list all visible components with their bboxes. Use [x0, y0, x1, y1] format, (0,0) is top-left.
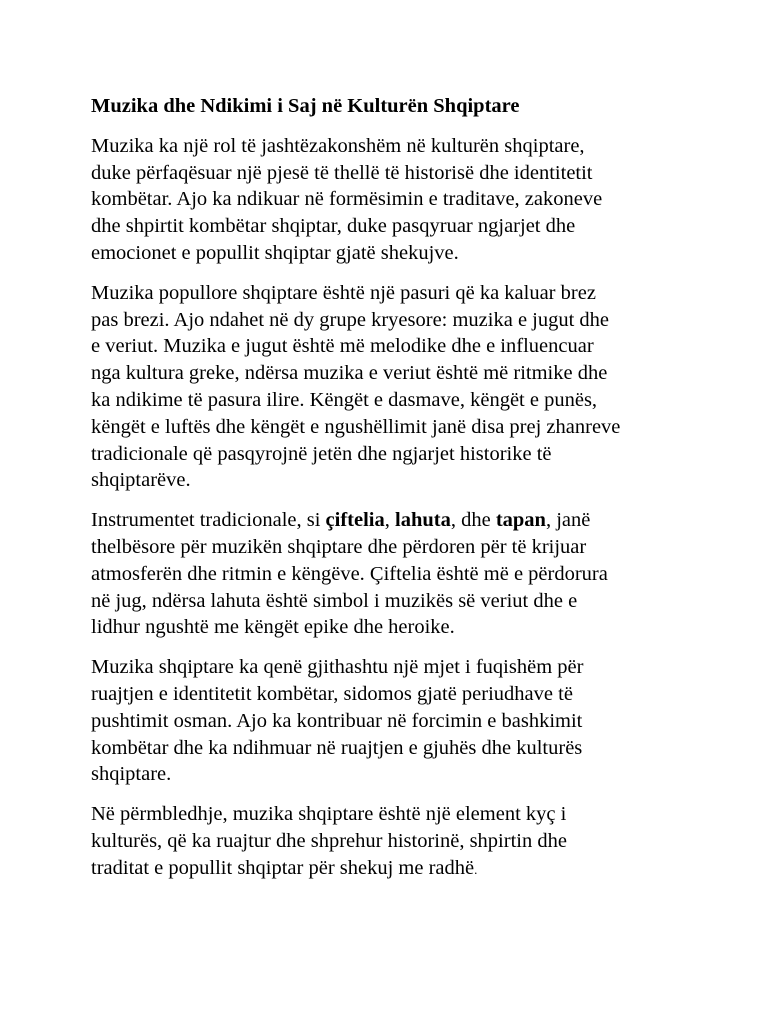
text-line: dhe shpirtit kombëtar shqiptar, duke pasqyruar ngjarjet dhe	[91, 215, 576, 238]
paragraph-2	[91, 280, 691, 494]
text-line: shqiptare.	[91, 763, 172, 786]
text-line: Në përmbledhje, muzika shqiptare është një element kyç i	[91, 803, 567, 826]
text-line	[91, 507, 691, 534]
text-line: duke përfaqësuar një pjesë të thellë të historisë dhe identitetit	[91, 161, 593, 184]
text-line: shqiptarëve.	[91, 469, 191, 492]
text-run: ,	[384, 509, 395, 532]
text-run: traditat e popullit shqiptar për shekuj me radhë	[91, 856, 475, 879]
text-line: emocionet e popullit shqiptar gjatë shekujve.	[91, 241, 459, 264]
bold-term-ciftelia: çiftelia	[325, 509, 385, 532]
paragraph-4	[91, 654, 691, 788]
text-line: nga kultura greke, ndërsa muzika e veriut është më ritmike dhe	[91, 362, 608, 385]
document-body	[91, 93, 691, 897]
paragraph-5	[91, 801, 691, 883]
text-run: Instrumentet tradicionale, si	[91, 509, 326, 532]
document-title: Muzika dhe Ndikimi i Saj në Kulturën Shqiptare	[91, 95, 520, 117]
text-line: lidhur ngushtë me këngët epike dhe heroike.	[91, 616, 455, 639]
final-period: .	[474, 861, 478, 877]
text-line: atmosferën dhe ritmin e këngëve. Çiftelia është më e përdorura	[91, 562, 608, 585]
text-line: kulturës, që ka ruajtur dhe shprehur historinë, shpirtin dhe	[91, 829, 567, 852]
paragraph-1	[91, 133, 691, 267]
text-line: pushtimit osman. Ajo ka kontribuar në forcimin e bashkimit	[91, 709, 583, 732]
text-line: Muzika ka një rol të jashtëzakonshëm në kulturën shqiptare,	[91, 134, 585, 157]
text-line: kombëtar. Ajo ka ndikuar në formësimin e traditave, zakoneve	[91, 188, 603, 211]
text-run: , janë	[545, 509, 591, 532]
text-line: e veriut. Muzika e jugut është më melodike dhe e influencuar	[91, 335, 594, 358]
text-line: ka ndikime të pasura ilire. Këngët e dasmave, këngët e punës,	[91, 388, 598, 411]
text-line: Muzika shqiptare ka qenë gjithashtu një mjet i fuqishëm për	[91, 656, 584, 679]
paragraph-3	[91, 507, 691, 641]
text-line	[91, 855, 691, 884]
bold-term-tapan: tapan	[495, 509, 546, 532]
text-line: në jug, ndërsa lahuta është simbol i muzikës së veriut dhe e	[91, 589, 578, 612]
text-line: këngët e luftës dhe këngët e ngushëllimit janë disa prej zhanreve	[91, 415, 621, 438]
text-line: pas brezi. Ajo ndahet në dy grupe kryesore: muzika e jugut dhe	[91, 308, 610, 331]
text-run: , dhe	[450, 509, 496, 532]
bold-term-lahuta: lahuta	[395, 509, 451, 532]
text-line: ruajtjen e identitetit kombëtar, sidomos gjatë periudhave të	[91, 682, 573, 705]
text-line: tradicionale që pasqyrojnë jetën dhe ngjarjet historike të	[91, 442, 552, 465]
text-line: thelbësore për muzikën shqiptare dhe përdoren për të krijuar	[91, 535, 587, 558]
text-line: Muzika popullore shqiptare është një pasuri që ka kaluar brez	[91, 281, 596, 304]
text-line: kombëtar dhe ka ndihmuar në ruajtjen e gjuhës dhe kulturës	[91, 736, 583, 759]
